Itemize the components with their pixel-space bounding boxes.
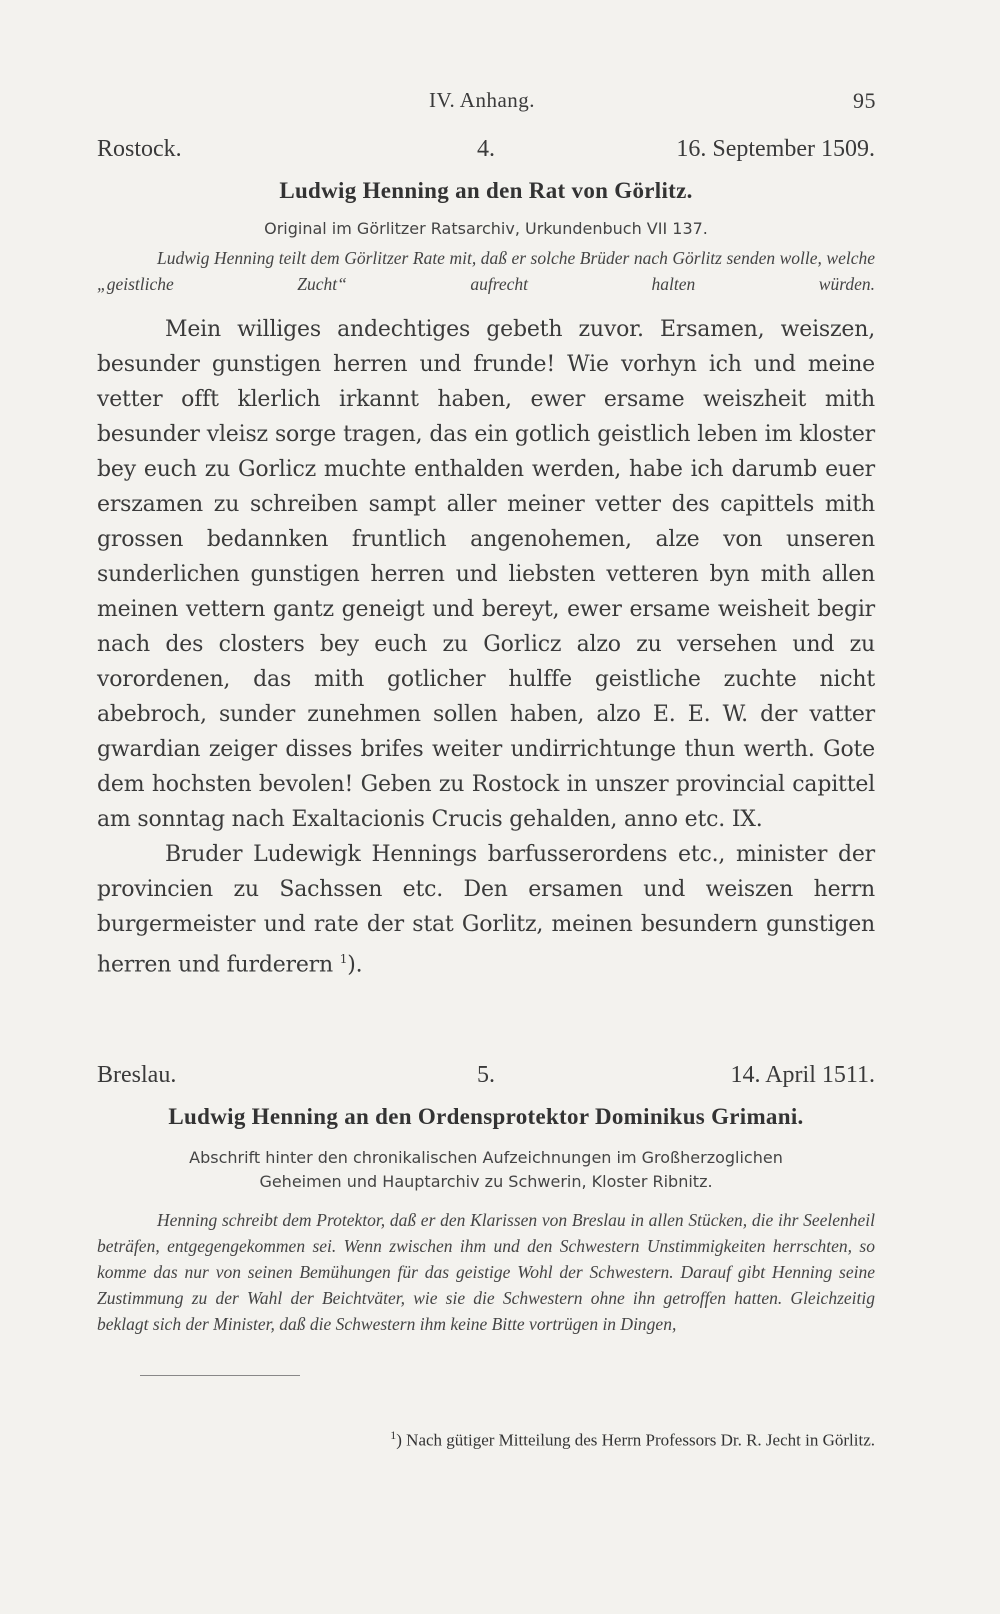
entry-5-summary-text: Henning schreibt dem Protektor, daß er den Klarissen von Breslau in allen Stücken, die ihr Seelenheil beträfen, entgegengekommen sei. Wenn zwischen ihm und den Schwestern Unstimmigkeiten herrschten, so komme das nur von seinen Bemühungen für das geistige Wohl der Schwestern. Darauf gibt Henning seine Zustimmung zu der Wahl der Beichtväter, wie sie die Schwestern ohne ihn getroffen hatten. Gleichzeitig beklagt sich der Minister, daß die Schwestern ihm keine Bitte vortrügen in Dingen, bbox=[97, 1210, 875, 1334]
entry-4-letter-body bbox=[97, 312, 875, 982]
entry-4-paragraph-2-end: ). bbox=[347, 952, 363, 978]
entry-5-date: 14. April 1511. bbox=[730, 1062, 875, 1088]
entry-4-place: Rostock. bbox=[97, 136, 182, 162]
running-head bbox=[0, 88, 1000, 118]
entry-5-summary bbox=[97, 1207, 875, 1337]
footnote-divider bbox=[140, 1375, 300, 1376]
entry-5-number: 5. bbox=[477, 1062, 495, 1088]
entry-5-source-line-2: Geheimen und Hauptarchiv zu Schwerin, Kloster Ribnitz. bbox=[259, 1172, 713, 1191]
entry-5-header bbox=[97, 1062, 875, 1096]
footnote-marker: 1 bbox=[390, 1428, 397, 1442]
entry-4-summary-text: Ludwig Henning teilt dem Görlitzer Rate mit, daß er solche Brüder nach Görlitz senden wolle, welche „geistliche Zucht“ aufrecht halten würden. bbox=[97, 248, 875, 294]
entry-5-source bbox=[97, 1146, 875, 1194]
entry-4-title: Ludwig Henning an den Rat von Görlitz. bbox=[279, 178, 693, 203]
page-number: 95 bbox=[853, 88, 876, 113]
footnote bbox=[97, 1428, 875, 1451]
entry-4-header bbox=[97, 136, 875, 170]
entry-4-summary bbox=[97, 245, 875, 297]
entry-4-number: 4. bbox=[477, 136, 495, 162]
entry-5-source-line-1: Abschrift hinter den chronikalischen Aufzeichnungen im Großherzoglichen bbox=[189, 1148, 783, 1167]
entry-5-title: Ludwig Henning an den Ordensprotektor Dominikus Grimani. bbox=[168, 1104, 804, 1129]
entry-4-date: 16. September 1509. bbox=[676, 136, 875, 162]
entry-4-source: Original im Görlitzer Ratsarchiv, Urkundenbuch VII 137. bbox=[264, 219, 708, 238]
footnote-text: ) Nach gütiger Mitteilung des Herrn Professors Dr. R. Jecht in Görlitz. bbox=[396, 1430, 875, 1450]
entry-4-paragraph-2 bbox=[97, 837, 875, 982]
running-head-section: IV. Anhang. bbox=[429, 88, 536, 112]
entry-4-paragraph-1: Mein williges andechtiges gebeth zuvor. Ersamen, weiszen, besunder gunstigen herren und frunde! Wie vorhyn ich und meine vetter offt klerlich irkannt haben, ewer ersame weiszheit mith besunder vleisz sorge tragen, das ein gotlich geistlich leben im kloster bey euch zu Gorlicz muchte enthalden werden, habe ich darumb euer erszamen zu schreiben sampt aller meiner vetter des capittels mith grossen bedannken fruntlich angenohemen, alze von unseren sunderlichen gunstigen herren und liebsten vetteren byn mith allen meinen vettern gantz geneigt und bereyt, ewer ersame weisheit begir nach des closters bey euch zu Gorlicz alzo zu versehen und zu vorordenen, das mith gotlicher hulffe geistliche zuchte nicht abebroch, sunder zunehmen sollen haben, alzo E. E. W. der vatter gwardian zeiger disses brifes weiter undirrichtunge thun werth. Gote dem hochsten bevolen! Geben zu Rostock in unszer provincial capittel am sonntag nach Exaltacionis Crucis gehalden, anno etc. IX. bbox=[97, 317, 875, 832]
entry-4-paragraph-2-text: Bruder Ludewigk Hennings barfusserordens etc., minister der provincien zu Sachssen etc. Den ersamen und weiszen herrn burgermeister und rate der stat Gorlitz, meinen besundern gunstigen herren und furderern bbox=[97, 842, 875, 978]
footnote-reference: 1 bbox=[339, 952, 348, 966]
entry-5-place: Breslau. bbox=[97, 1062, 177, 1088]
